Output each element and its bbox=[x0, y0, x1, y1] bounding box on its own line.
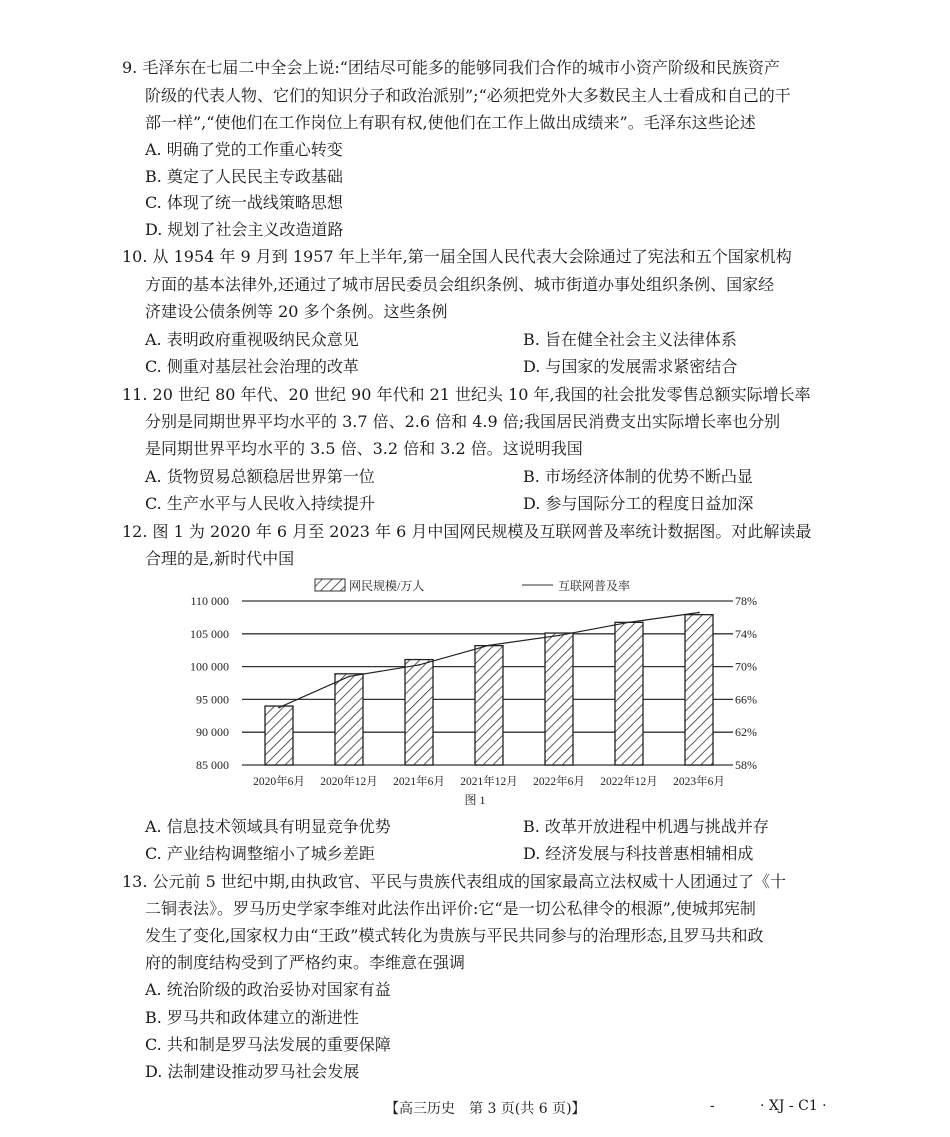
bar bbox=[475, 646, 503, 765]
figure-caption: 图 1 bbox=[464, 793, 486, 807]
y-right-tick-label: 70% bbox=[735, 659, 757, 674]
line-point bbox=[698, 612, 700, 614]
y-left-tick-label: 100 000 bbox=[190, 659, 229, 674]
bar bbox=[615, 622, 643, 765]
option-a: A. 统治阶级的政治妥协对国家有益 bbox=[145, 980, 391, 999]
line-point bbox=[558, 635, 560, 637]
option-c: C. 生产水平与人民收入持续提升 bbox=[145, 494, 375, 513]
question-text: 部一样”,“使他们在工作岗位上有职有权,使他们在工作上做出成绩来”。毛泽东这些论述 bbox=[145, 113, 756, 132]
x-tick-label: 2023年6月 bbox=[673, 776, 725, 788]
question-text: 9. 毛泽东在七届二中全会上说:“团结尽可能多的能够同我们合作的城市小资产阶级和民族资产 bbox=[122, 58, 780, 77]
option-d: D. 规划了社会主义改造道路 bbox=[145, 220, 344, 239]
chart-legend bbox=[315, 578, 630, 593]
x-tick-label: 2020年12月 bbox=[320, 776, 378, 788]
y-left-tick-label: 110 000 bbox=[190, 594, 229, 608]
question-text: 分别是同期世界平均水平的 3.7 倍、2.6 倍和 4.9 倍;我国居民消费支出实际增长率也分别 bbox=[145, 412, 781, 431]
y-right-tick-label: 62% bbox=[735, 725, 757, 740]
question-text: 阶级的代表人物、它们的知识分子和政治派别”;“必须把党外大多数民主人士看成和自己的干 bbox=[145, 86, 791, 105]
question-text: 方面的基本法律外,还通过了城市居民委员会组织条例、城市街道办事处组织条例、国家经 bbox=[145, 275, 775, 294]
footer-code: · XJ - C1 · bbox=[760, 1098, 827, 1114]
y-left-tick-label: 90 000 bbox=[196, 725, 229, 740]
option-b: B. 改革开放进程中机遇与挑战并存 bbox=[523, 817, 769, 836]
option-a: A. 信息技术领域具有明显竞争优势 bbox=[145, 817, 391, 836]
page-footer: 【高三历史 第 3 页(共 6 页)】 bbox=[385, 1101, 586, 1117]
footer-dash: - bbox=[710, 1098, 715, 1114]
question-text: 10. 从 1954 年 9 月到 1957 年上半年,第一届全国人民代表大会除通过了宪法和五个国家机构 bbox=[122, 247, 792, 266]
option-d: D. 参与国际分工的程度日益加深 bbox=[523, 494, 754, 513]
option-d: D. 经济发展与科技普惠相辅相成 bbox=[523, 844, 754, 863]
legend-bar-label: 网民规模/万人 bbox=[349, 579, 425, 593]
question-text: 二铜表法》。罗马历史学家李维对此法作出评价:它“是一切公私律令的根源”,使城邦宪制 bbox=[145, 899, 756, 918]
question-text: 12. 图 1 为 2020 年 6 月至 2023 年 6 月中国网民规模及互联网普及率统计数据图。对此解读最 bbox=[122, 522, 812, 541]
option-d: D. 与国家的发展需求紧密结合 bbox=[523, 357, 738, 376]
bar bbox=[335, 674, 363, 765]
option-a: A. 表明政府重视吸纳民众意见 bbox=[145, 330, 359, 349]
line-point bbox=[348, 676, 350, 678]
option-b: B. 旨在健全社会主义法律体系 bbox=[523, 330, 737, 349]
y-right-tick-label: 74% bbox=[735, 626, 757, 641]
question-text: 发生了变化,国家权力由“王政”模式转化为贵族与平民共同参与的治理形态,且罗马共和政 bbox=[145, 926, 764, 945]
bar bbox=[265, 706, 293, 765]
option-b: B. 市场经济体制的优势不断凸显 bbox=[523, 467, 753, 486]
question-text: 是同期世界平均水平的 3.5 倍、3.2 倍和 3.2 倍。这说明我国 bbox=[145, 439, 583, 458]
option-d: D. 法制建设推动罗马社会发展 bbox=[145, 1062, 360, 1081]
x-tick-label: 2021年6月 bbox=[393, 776, 445, 788]
x-tick-label: 2021年12月 bbox=[460, 776, 518, 788]
option-b: B. 罗马共和政体建立的渐进性 bbox=[145, 1008, 359, 1027]
line-point bbox=[418, 664, 420, 666]
question-text: 济建设公债条例等 20 多个条例。这些条例 bbox=[145, 302, 448, 321]
option-c: C. 侧重对基层社会治理的改革 bbox=[145, 357, 359, 376]
option-a: A. 明确了党的工作重心转变 bbox=[145, 140, 343, 159]
x-tick-label: 2022年12月 bbox=[600, 776, 658, 788]
option-c: C. 产业结构调整缩小了城乡差距 bbox=[145, 844, 375, 863]
legend-line-label: 互联网普及率 bbox=[558, 579, 631, 593]
option-c: C. 体现了统一战线策略思想 bbox=[145, 193, 343, 212]
y-right-tick-label: 78% bbox=[735, 594, 757, 608]
option-c: C. 共和制是罗马法发展的重要保障 bbox=[145, 1035, 391, 1054]
x-tick-label: 2022年6月 bbox=[533, 776, 585, 788]
legend-bar-swatch bbox=[315, 579, 345, 591]
x-tick-label: 2020年6月 bbox=[253, 776, 305, 788]
bar bbox=[685, 615, 713, 765]
question-text: 11. 20 世纪 80 年代、20 世纪 90 年代和 21 世纪头 10 年,我国的社会批发零售总额实际增长率 bbox=[122, 385, 811, 404]
y-left-tick-label: 85 000 bbox=[196, 758, 229, 772]
question-text: 13. 公元前 5 世纪中期,由执政官、平民与贵族代表组成的国家最高立法权威十人团通过了《十 bbox=[122, 872, 786, 891]
line-point bbox=[628, 622, 630, 624]
bar bbox=[545, 633, 573, 765]
y-left-tick-label: 105 000 bbox=[190, 626, 229, 641]
y-left-tick-label: 95 000 bbox=[196, 692, 229, 707]
figure-1-chart bbox=[0, 570, 950, 810]
question-text: 府的制度结构受到了严格约束。李维意在强调 bbox=[145, 953, 466, 972]
y-right-tick-label: 58% bbox=[735, 758, 757, 772]
bar bbox=[405, 660, 433, 765]
option-a: A. 货物贸易总额稳居世界第一位 bbox=[145, 467, 375, 486]
question-text: 合理的是,新时代中国 bbox=[145, 549, 295, 568]
line-point bbox=[278, 707, 280, 709]
line-point bbox=[488, 644, 490, 646]
option-b: B. 奠定了人民民主专政基础 bbox=[145, 167, 343, 186]
y-right-tick-label: 66% bbox=[735, 692, 757, 707]
